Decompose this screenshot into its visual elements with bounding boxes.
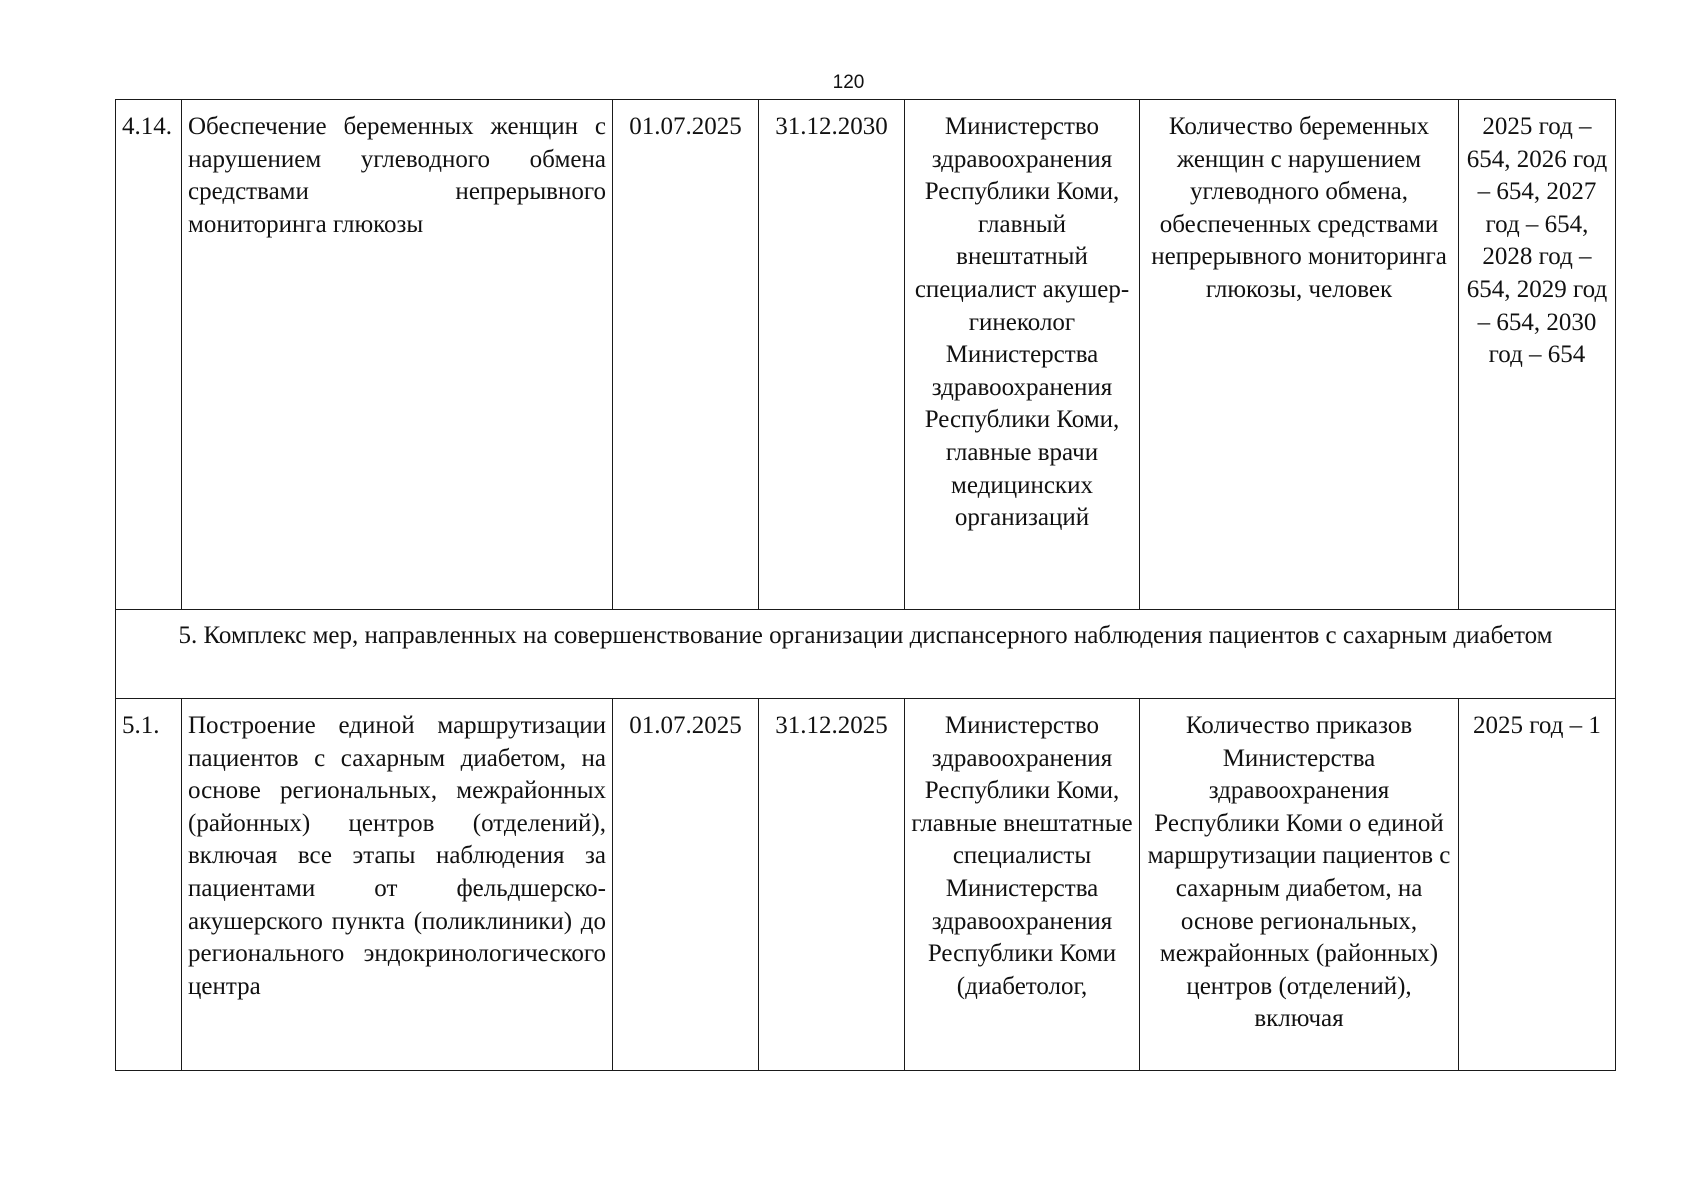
measure-description-cell: Обеспечение беременных женщин с нарушением углеводного обмена средствами непрерывного мониторинга глюкозы — [182, 100, 613, 610]
section-heading: 5. Комплекс мер, направленных на совершенствование организации диспансерного наблюдения пациентов с сахарным диабетом — [116, 610, 1616, 699]
measures-table — [115, 99, 1616, 1071]
end-date-cell: 31.12.2030 — [759, 100, 905, 610]
indicator-cell: Количество приказов Министерства здравоохранения Республики Коми о единой маршрутизации пациентов с сахарным диабетом, на основе региональных, межрайонных (районных) центров (отделений), включая — [1140, 699, 1459, 1071]
start-date-cell: 01.07.2025 — [613, 100, 759, 610]
target-values-cell: 2025 год – 1 — [1459, 699, 1616, 1071]
table-row — [116, 100, 1616, 610]
measure-description-cell: Построение единой маршрутизации пациентов с сахарным диабетом, на основе региональных, межрайонных (районных) центров (отделений), включая все этапы наблюдения за пациентами от фельдшерско-акушерского пункта (поликлиники) до регионального эндокринологического центра — [182, 699, 613, 1071]
table-row — [116, 699, 1616, 1071]
indicator-cell: Количество беременных женщин с нарушением углеводного обмена, обеспеченных средствами непрерывного мониторинга глюкозы, человек — [1140, 100, 1459, 610]
row-number-cell: 4.14. — [116, 100, 182, 610]
section-row — [116, 610, 1616, 699]
row-number-cell: 5.1. — [116, 699, 182, 1071]
target-values-cell: 2025 год – 654, 2026 год – 654, 2027 год – 654, 2028 год – 654, 2029 год – 654, 2030 год – 654 — [1459, 100, 1616, 610]
start-date-cell: 01.07.2025 — [613, 699, 759, 1071]
end-date-cell: 31.12.2025 — [759, 699, 905, 1071]
responsible-cell: Министерство здравоохранения Республики Коми, главные внештатные специалисты Министерства здравоохранения Республики Коми (диабетолог, — [905, 699, 1140, 1071]
responsible-cell: Министерство здравоохранения Республики Коми, главный внештатный специалист акушер-гинеколог Министерства здравоохранения Республики Коми, главные врачи медицинских организаций — [905, 100, 1140, 610]
page-number: 120 — [832, 72, 865, 93]
